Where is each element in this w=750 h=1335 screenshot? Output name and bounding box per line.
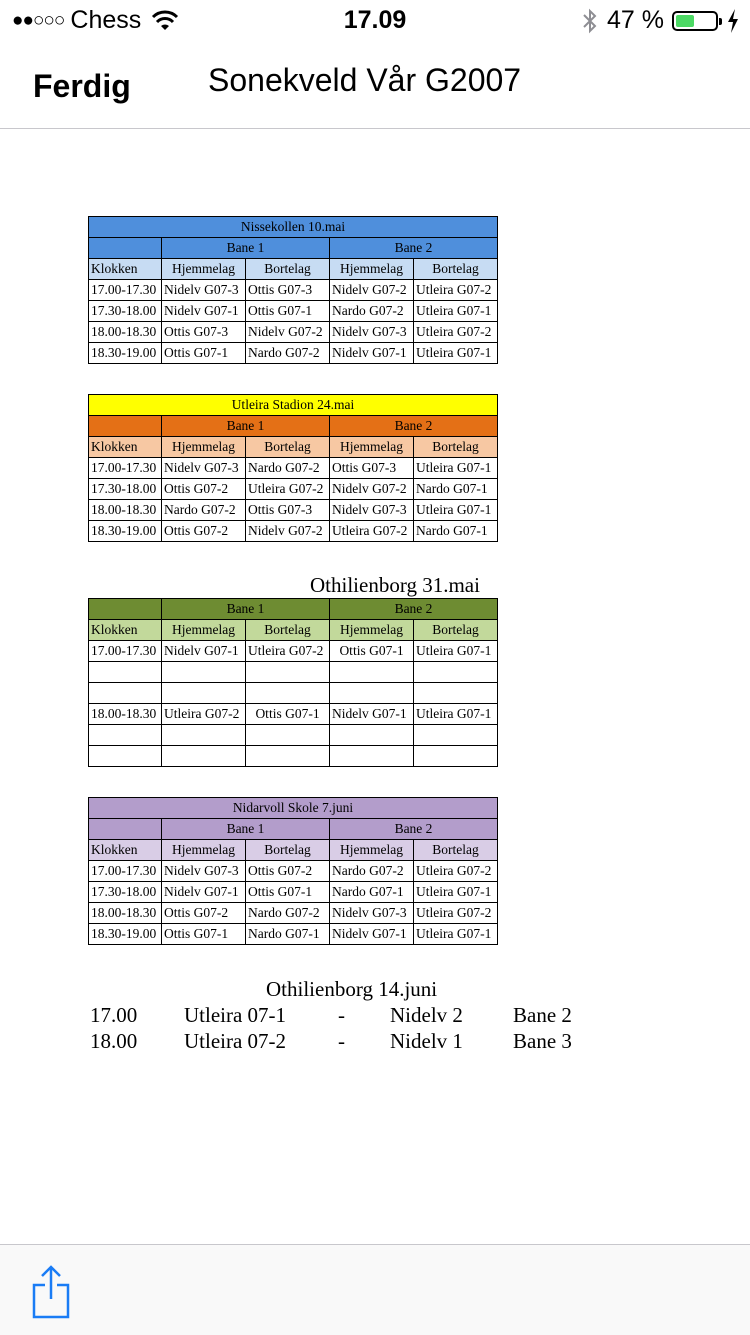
time-cell: 18.00-18.30 bbox=[89, 704, 162, 725]
table-row bbox=[89, 704, 498, 725]
empty-cell bbox=[330, 725, 414, 746]
document-view[interactable] bbox=[0, 129, 750, 1244]
team-cell: Nidelv G07-3 bbox=[162, 861, 246, 882]
status-bar bbox=[0, 0, 750, 40]
team-cell: Utleira G07-1 bbox=[414, 704, 498, 725]
team-cell: Utleira G07-2 bbox=[330, 521, 414, 542]
schedule-table-othilienborg bbox=[88, 598, 498, 767]
team-cell: Utleira G07-1 bbox=[414, 301, 498, 322]
time-cell: 18.00-18.30 bbox=[89, 500, 162, 521]
schedule-table-utleira bbox=[88, 394, 498, 542]
column-header: Hjemmelag bbox=[162, 620, 246, 641]
time-cell: 17.00-17.30 bbox=[89, 641, 162, 662]
table-row bbox=[89, 521, 498, 542]
team-cell: Nardo G07-2 bbox=[246, 343, 330, 364]
team-cell: Utleira G07-1 bbox=[414, 458, 498, 479]
empty-cell bbox=[414, 725, 498, 746]
team-cell: Nidelv G07-1 bbox=[330, 704, 414, 725]
column-header: Hjemmelag bbox=[162, 437, 246, 458]
status-right bbox=[581, 6, 740, 35]
match-away-team: Nidelv 1 bbox=[390, 1029, 463, 1053]
team-cell: Ottis G07-1 bbox=[246, 882, 330, 903]
team-cell: Utleira G07-1 bbox=[414, 882, 498, 903]
match-time: 17.00 bbox=[90, 1003, 138, 1027]
match-away-team: Nidelv 2 bbox=[390, 1003, 463, 1027]
empty-cell bbox=[246, 662, 330, 683]
match-time: 18.00 bbox=[90, 1029, 138, 1053]
empty-cell bbox=[246, 683, 330, 704]
empty-cell bbox=[330, 683, 414, 704]
empty-cell bbox=[414, 683, 498, 704]
schedule-table-nissekollen bbox=[88, 216, 498, 364]
team-cell: Utleira G07-2 bbox=[162, 704, 246, 725]
table-row bbox=[89, 662, 498, 683]
time-cell: 17.00-17.30 bbox=[89, 280, 162, 301]
team-cell: Ottis G07-1 bbox=[330, 641, 414, 662]
column-header: Bortelag bbox=[414, 620, 498, 641]
empty-cell bbox=[162, 683, 246, 704]
team-cell: Ottis G07-3 bbox=[162, 322, 246, 343]
team-cell: Ottis G07-2 bbox=[162, 903, 246, 924]
table-row bbox=[89, 746, 498, 767]
column-header: Klokken bbox=[89, 437, 162, 458]
match-line bbox=[90, 1003, 610, 1029]
time-cell: 18.00-18.30 bbox=[89, 903, 162, 924]
empty-cell bbox=[246, 725, 330, 746]
table-row bbox=[89, 343, 498, 364]
column-header: Bortelag bbox=[414, 259, 498, 280]
clock: 17.09 bbox=[343, 6, 407, 34]
team-cell: Nidelv G07-1 bbox=[162, 301, 246, 322]
match-home-team: Utleira 07-1 bbox=[184, 1003, 287, 1027]
time-cell: 18.30-19.00 bbox=[89, 521, 162, 542]
team-cell: Utleira G07-1 bbox=[414, 500, 498, 521]
team-cell: Nardo G07-2 bbox=[246, 903, 330, 924]
team-cell: Utleira G07-1 bbox=[414, 343, 498, 364]
field-2-header: Bane 2 bbox=[330, 416, 498, 437]
table-row bbox=[89, 301, 498, 322]
table-title: Nissekollen 10.mai bbox=[89, 217, 498, 238]
team-cell: Nidelv G07-2 bbox=[246, 322, 330, 343]
field-1-header: Bane 1 bbox=[162, 416, 330, 437]
navigation-bar bbox=[0, 40, 750, 129]
table-row bbox=[89, 861, 498, 882]
schedule-table-nidarvoll bbox=[88, 797, 498, 945]
table-row bbox=[89, 882, 498, 903]
signal-strength-icon: ●●○○○ bbox=[12, 9, 65, 31]
team-cell: Nidelv G07-3 bbox=[330, 322, 414, 343]
table-row bbox=[89, 903, 498, 924]
header-empty-cell bbox=[89, 416, 162, 437]
battery-percentage: 47 % bbox=[607, 6, 664, 34]
table-title: Utleira Stadion 24.mai bbox=[89, 395, 498, 416]
empty-cell bbox=[414, 662, 498, 683]
team-cell: Utleira G07-2 bbox=[414, 280, 498, 301]
header-empty-cell bbox=[89, 819, 162, 840]
team-cell: Ottis G07-1 bbox=[246, 301, 330, 322]
empty-cell bbox=[162, 662, 246, 683]
header-empty-cell bbox=[89, 238, 162, 259]
team-cell: Ottis G07-1 bbox=[162, 924, 246, 945]
table-row bbox=[89, 500, 498, 521]
team-cell: Ottis G07-3 bbox=[330, 458, 414, 479]
table-row bbox=[89, 924, 498, 945]
table-row bbox=[89, 641, 498, 662]
table-row bbox=[89, 280, 498, 301]
field-1-header: Bane 1 bbox=[162, 819, 330, 840]
match-home-team: Utleira 07-2 bbox=[184, 1029, 287, 1053]
time-cell: 17.30-18.00 bbox=[89, 301, 162, 322]
empty-cell bbox=[89, 683, 162, 704]
field-2-header: Bane 2 bbox=[330, 238, 498, 259]
column-header: Bortelag bbox=[246, 840, 330, 861]
team-cell: Nardo G07-2 bbox=[330, 861, 414, 882]
match-separator: - bbox=[338, 1003, 345, 1027]
team-cell: Utleira G07-2 bbox=[246, 479, 330, 500]
column-header: Bortelag bbox=[246, 437, 330, 458]
column-header: Klokken bbox=[89, 840, 162, 861]
field-1-header: Bane 1 bbox=[162, 599, 330, 620]
field-2-header: Bane 2 bbox=[330, 819, 498, 840]
battery-icon bbox=[672, 11, 718, 31]
team-cell: Nardo G07-1 bbox=[414, 479, 498, 500]
bluetooth-icon bbox=[581, 7, 599, 35]
column-header: Hjemmelag bbox=[330, 437, 414, 458]
battery-level bbox=[676, 15, 694, 27]
bottom-toolbar bbox=[0, 1244, 750, 1335]
header-empty-cell bbox=[89, 599, 162, 620]
team-cell: Nardo G07-1 bbox=[330, 882, 414, 903]
team-cell: Utleira G07-2 bbox=[414, 322, 498, 343]
table-row bbox=[89, 683, 498, 704]
team-cell: Nardo G07-1 bbox=[246, 924, 330, 945]
empty-cell bbox=[89, 725, 162, 746]
team-cell: Nidelv G07-3 bbox=[330, 903, 414, 924]
team-cell: Nardo G07-2 bbox=[162, 500, 246, 521]
team-cell: Ottis G07-2 bbox=[246, 861, 330, 882]
team-cell: Utleira G07-2 bbox=[246, 641, 330, 662]
empty-cell bbox=[330, 662, 414, 683]
share-icon[interactable] bbox=[31, 1263, 71, 1319]
team-cell: Nidelv G07-2 bbox=[330, 280, 414, 301]
team-cell: Nidelv G07-3 bbox=[162, 458, 246, 479]
team-cell: Nidelv G07-2 bbox=[330, 479, 414, 500]
team-cell: Utleira G07-2 bbox=[414, 903, 498, 924]
team-cell: Ottis G07-2 bbox=[162, 479, 246, 500]
time-cell: 18.30-19.00 bbox=[89, 343, 162, 364]
team-cell: Ottis G07-1 bbox=[162, 343, 246, 364]
team-cell: Nidelv G07-1 bbox=[330, 343, 414, 364]
team-cell: Nidelv G07-1 bbox=[330, 924, 414, 945]
time-cell: 18.30-19.00 bbox=[89, 924, 162, 945]
time-cell: 17.30-18.00 bbox=[89, 479, 162, 500]
table-row bbox=[89, 479, 498, 500]
time-cell: 17.30-18.00 bbox=[89, 882, 162, 903]
page-title: Sonekveld Vår G2007 bbox=[208, 62, 522, 98]
time-cell: 17.00-17.30 bbox=[89, 861, 162, 882]
column-header: Hjemmelag bbox=[162, 259, 246, 280]
empty-cell bbox=[414, 746, 498, 767]
empty-cell bbox=[330, 746, 414, 767]
column-header: Hjemmelag bbox=[330, 620, 414, 641]
team-cell: Ottis G07-3 bbox=[246, 280, 330, 301]
team-cell: Ottis G07-3 bbox=[246, 500, 330, 521]
column-header: Klokken bbox=[89, 620, 162, 641]
team-cell: Utleira G07-1 bbox=[414, 924, 498, 945]
field-2-header: Bane 2 bbox=[330, 599, 498, 620]
team-cell: Ottis G07-2 bbox=[162, 521, 246, 542]
team-cell: Ottis G07-1 bbox=[246, 704, 330, 725]
match-field: Bane 2 bbox=[513, 1003, 572, 1027]
match-line bbox=[90, 1029, 610, 1055]
team-cell: Utleira G07-1 bbox=[414, 641, 498, 662]
team-cell: Nardo G07-1 bbox=[414, 521, 498, 542]
field-1-header: Bane 1 bbox=[162, 238, 330, 259]
table-row bbox=[89, 322, 498, 343]
team-cell: Nardo G07-2 bbox=[246, 458, 330, 479]
empty-cell bbox=[162, 725, 246, 746]
team-cell: Nidelv G07-3 bbox=[330, 500, 414, 521]
column-header: Hjemmelag bbox=[330, 840, 414, 861]
team-cell: Nidelv G07-3 bbox=[162, 280, 246, 301]
table-row bbox=[89, 458, 498, 479]
table-row bbox=[89, 725, 498, 746]
column-header: Bortelag bbox=[246, 620, 330, 641]
time-cell: 17.00-17.30 bbox=[89, 458, 162, 479]
table-title: Othilienborg 31.mai bbox=[310, 573, 480, 597]
empty-cell bbox=[162, 746, 246, 767]
done-button[interactable]: Ferdig bbox=[33, 68, 131, 104]
empty-cell bbox=[246, 746, 330, 767]
team-cell: Nidelv G07-1 bbox=[162, 882, 246, 903]
empty-cell bbox=[89, 662, 162, 683]
column-header: Klokken bbox=[89, 259, 162, 280]
time-cell: 18.00-18.30 bbox=[89, 322, 162, 343]
match-field: Bane 3 bbox=[513, 1029, 572, 1053]
column-header: Bortelag bbox=[246, 259, 330, 280]
match-separator: - bbox=[338, 1029, 345, 1053]
team-cell: Nidelv G07-1 bbox=[162, 641, 246, 662]
column-header: Hjemmelag bbox=[330, 259, 414, 280]
carrier-name: Chess bbox=[70, 6, 142, 34]
team-cell: Nardo G07-2 bbox=[330, 301, 414, 322]
team-cell: Utleira G07-2 bbox=[414, 861, 498, 882]
column-header: Bortelag bbox=[414, 840, 498, 861]
empty-cell bbox=[89, 746, 162, 767]
final-title: Othilienborg 14.juni bbox=[266, 977, 438, 1001]
table-title: Nidarvoll Skole 7.juni bbox=[89, 798, 498, 819]
team-cell: Nidelv G07-2 bbox=[246, 521, 330, 542]
column-header: Bortelag bbox=[414, 437, 498, 458]
column-header: Hjemmelag bbox=[162, 840, 246, 861]
charging-bolt-icon bbox=[726, 9, 740, 33]
